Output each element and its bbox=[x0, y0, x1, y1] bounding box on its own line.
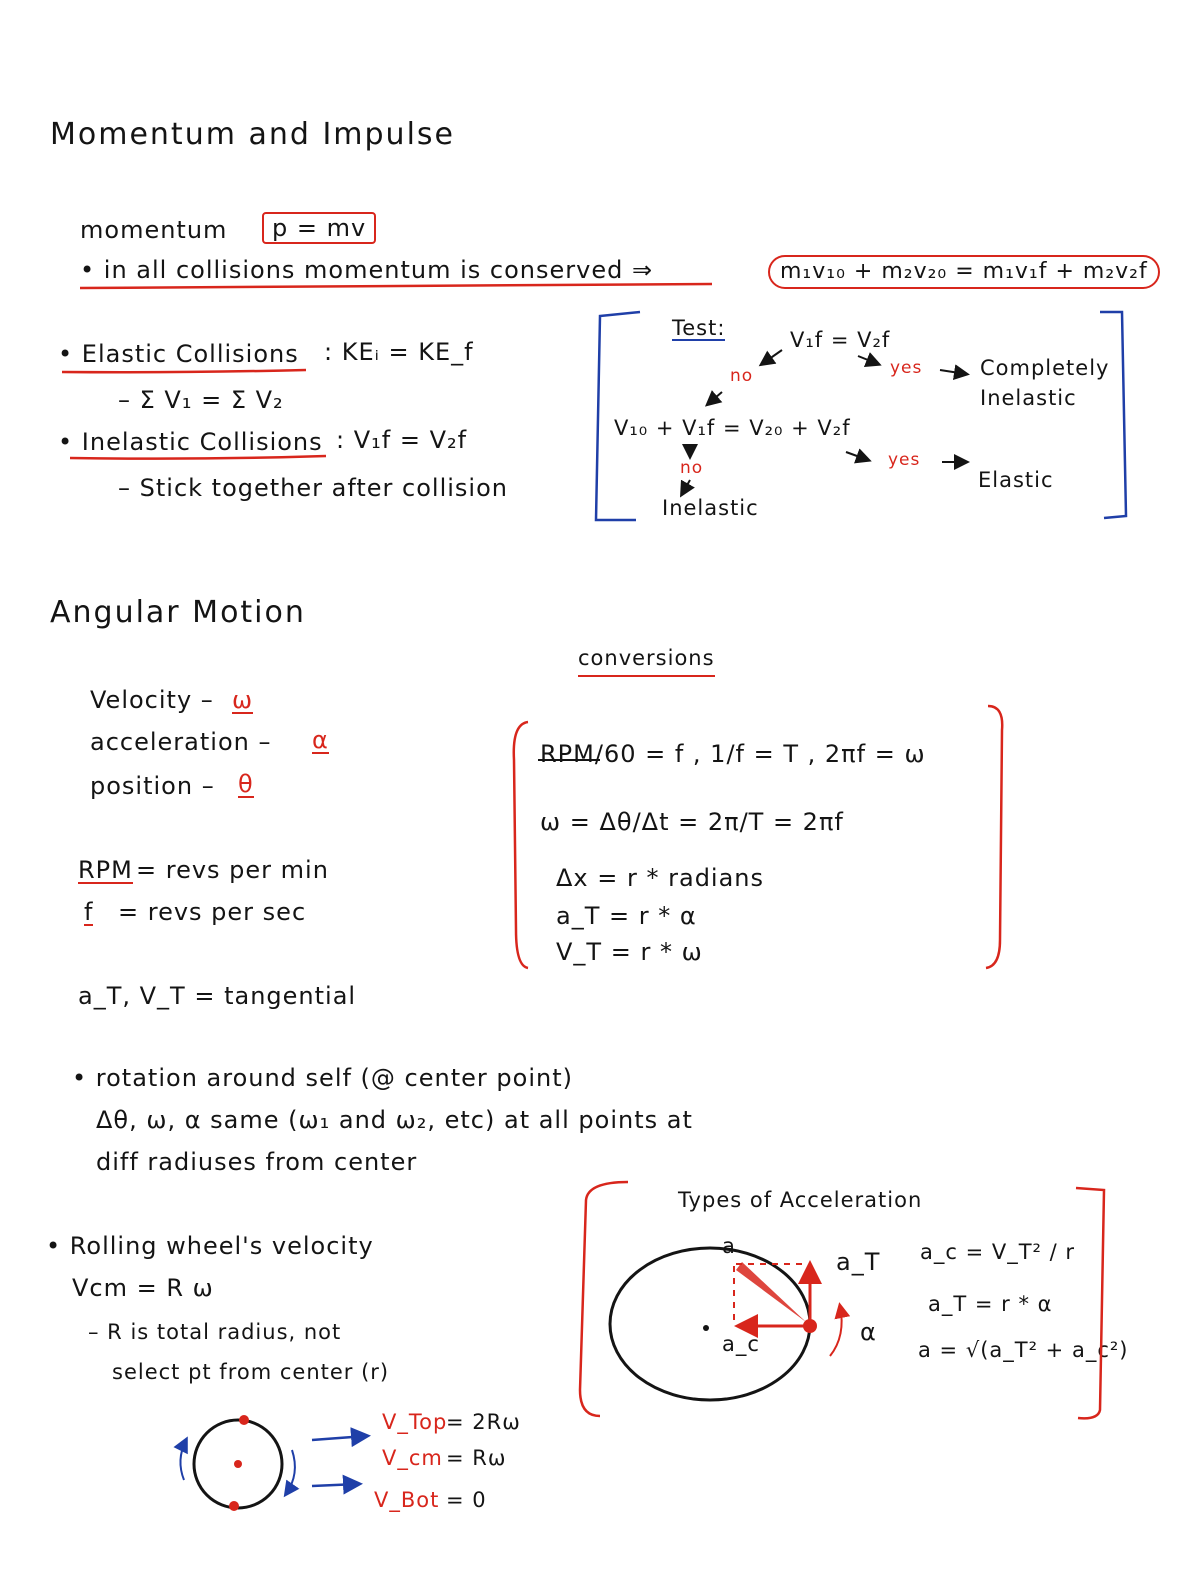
test-no-2: no bbox=[680, 458, 704, 478]
conversions-title: conversions bbox=[578, 648, 715, 677]
rpm-definition: = revs per min bbox=[136, 856, 329, 884]
inelastic-underline bbox=[70, 456, 326, 459]
test-title: Test: bbox=[672, 316, 726, 340]
accel-circle bbox=[610, 1248, 810, 1400]
wheel-rotation-right bbox=[286, 1450, 295, 1494]
test-bracket-right bbox=[1100, 312, 1126, 518]
inelastic-equation: : V₁f = V₂f bbox=[336, 426, 468, 454]
wheel-rotation-left bbox=[180, 1440, 186, 1480]
rolling-note-1: – R is total radius, not bbox=[88, 1320, 342, 1344]
arrow-no-inelastic bbox=[682, 480, 690, 494]
conversion-line-2: ω = Δθ/Δt = 2π/T = 2πf bbox=[540, 808, 844, 836]
arrow-q1-yes bbox=[858, 356, 878, 364]
f-abbr: f bbox=[84, 898, 94, 926]
test-yes-1: yes bbox=[890, 358, 923, 378]
accel-a-equation: a = √(a_T² + a_c²) bbox=[918, 1338, 1129, 1362]
accel-bracket-left bbox=[580, 1182, 628, 1416]
position-symbol: θ bbox=[238, 770, 254, 798]
rolling-equation: Vcm = R ω bbox=[72, 1274, 214, 1302]
wheel-bottom-dot bbox=[229, 1501, 239, 1511]
momentum-formula-box: p = mv bbox=[262, 212, 376, 244]
test-inelastic-result: Inelastic bbox=[662, 496, 759, 520]
test-question-2: V₁₀ + V₁f = V₂₀ + V₂f bbox=[614, 416, 851, 440]
tangential-note: a_T, V_T = tangential bbox=[78, 982, 357, 1010]
elastic-sub: – Σ V₁ = Σ V₂ bbox=[118, 386, 284, 414]
test-yes-2: yes bbox=[888, 450, 921, 470]
accel-bracket-right bbox=[1076, 1188, 1104, 1418]
rpm-abbr: RPM bbox=[78, 856, 133, 884]
velocity-symbol: ω bbox=[232, 686, 254, 714]
elastic-equation: : KEᵢ = KE_f bbox=[324, 338, 474, 366]
acceleration-symbol: α bbox=[312, 726, 329, 754]
angular-title: Angular Motion bbox=[50, 595, 306, 630]
elastic-underline bbox=[62, 370, 306, 372]
v-bot-value: = 0 bbox=[446, 1488, 487, 1512]
test-question-1: V₁f = V₂f bbox=[790, 328, 891, 352]
wheel-center-dot bbox=[234, 1460, 242, 1468]
elastic-label: • Elastic Collisions bbox=[58, 340, 299, 368]
inelastic-sub: – Stick together after collision bbox=[118, 474, 508, 502]
inelastic-label: • Inelastic Collisions bbox=[58, 428, 323, 456]
v-cm-arrow bbox=[312, 1484, 358, 1486]
conversion-line-3: Δx = r * radians bbox=[556, 864, 765, 892]
position-label: position – bbox=[90, 772, 215, 800]
accel-at-equation: a_T = r * α bbox=[928, 1292, 1053, 1316]
accel-types-title: Types of Acceleration bbox=[678, 1188, 923, 1212]
v-cm-value: = Rω bbox=[446, 1446, 507, 1470]
conversions-bracket-right bbox=[986, 706, 1002, 968]
rotation-line-1: • rotation around self (@ center point) bbox=[72, 1064, 573, 1092]
test-completely: Completely bbox=[980, 356, 1110, 380]
conversion-line-5: V_T = r * ω bbox=[556, 938, 703, 966]
acceleration-label: acceleration – bbox=[90, 728, 272, 756]
accel-alpha-arrow bbox=[830, 1306, 842, 1356]
wheel-top-dot bbox=[239, 1415, 249, 1425]
test-no-1: no bbox=[730, 366, 754, 386]
accel-a-vector bbox=[736, 1262, 806, 1322]
accel-ac-label: a_c bbox=[722, 1332, 760, 1356]
v-bot-label: V_Bot bbox=[374, 1488, 440, 1512]
rotation-line-2: Δθ, ω, α same (ω₁ and ω₂, etc) at all points at bbox=[96, 1106, 693, 1134]
accel-a-label: a bbox=[722, 1234, 736, 1258]
rolling-title: • Rolling wheel's velocity bbox=[46, 1232, 374, 1260]
arrow-q2-yes bbox=[846, 452, 868, 460]
conserved-line: • in all collisions momentum is conserved ⇒ bbox=[80, 256, 654, 284]
f-definition: = revs per sec bbox=[118, 898, 307, 926]
v-top-label: V_Top bbox=[382, 1410, 448, 1434]
velocity-label: Velocity – bbox=[90, 686, 214, 714]
momentum-label: momentum bbox=[80, 216, 228, 244]
conversions-bracket-left bbox=[514, 722, 528, 968]
accel-alpha-label: α bbox=[860, 1318, 877, 1346]
v-top-value: = 2Rω bbox=[446, 1410, 521, 1434]
momentum-title: Momentum and Impulse bbox=[50, 117, 455, 152]
v-top-arrow bbox=[312, 1436, 366, 1440]
test-bracket-left bbox=[596, 312, 640, 520]
test-elastic-result: Elastic bbox=[978, 468, 1054, 492]
rotation-line-3: diff radiuses from center bbox=[96, 1148, 418, 1176]
conservation-equation: m₁v₁₀ + m₂v₂₀ = m₁v₁f + m₂v₂f bbox=[768, 255, 1160, 289]
conversion-line-4: a_T = r * α bbox=[556, 902, 697, 930]
v-cm-label: V_cm bbox=[382, 1446, 443, 1470]
rolling-note-2: select pt from center (r) bbox=[112, 1360, 390, 1384]
test-inelastic-word: Inelastic bbox=[980, 386, 1077, 410]
arrow-no-q2 bbox=[708, 392, 722, 404]
conversion-line-1: RPM/60 = f , 1/f = T , 2πf = ω bbox=[540, 740, 926, 768]
arrow-yes-completely bbox=[940, 370, 966, 374]
accel-at-label: a_T bbox=[836, 1248, 881, 1276]
arrow-q1-no bbox=[762, 350, 782, 364]
accel-center-dot bbox=[703, 1325, 709, 1331]
accel-ac-equation: a_c = V_T² / r bbox=[920, 1240, 1076, 1264]
conserved-underline bbox=[80, 284, 712, 288]
